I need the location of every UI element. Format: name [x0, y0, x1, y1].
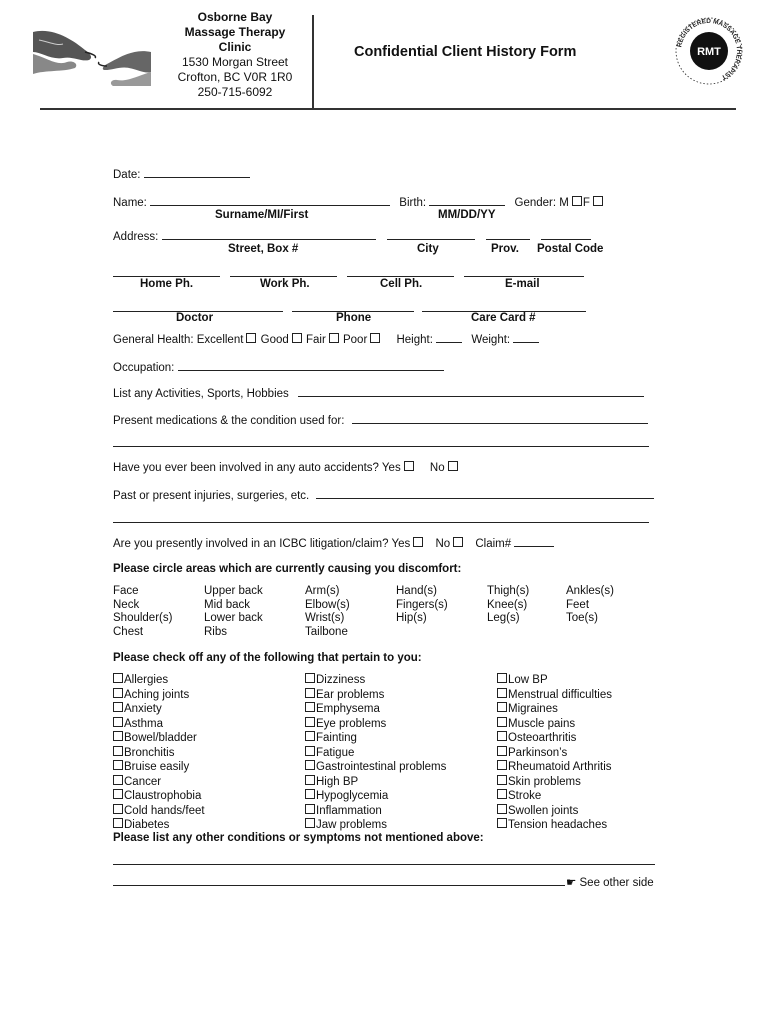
address-label: Address:: [113, 231, 159, 243]
condition-checkbox[interactable]: [113, 702, 123, 712]
condition-label: Swollen joints: [508, 804, 579, 817]
condition-item: [305, 717, 446, 732]
activities-label: List any Activities, Sports, Hobbies: [113, 388, 289, 400]
condition-label: Fainting: [316, 732, 357, 744]
condition-label: Dizziness: [316, 674, 366, 686]
condition-label: Diabetes: [124, 819, 170, 831]
date-row: [113, 168, 250, 181]
creation-of-adam-image: [33, 22, 151, 86]
condition-item: [497, 731, 612, 746]
body-area-option[interactable]: Chest: [113, 625, 144, 638]
condition-label: Claustrophobia: [124, 790, 202, 802]
condition-item: [113, 804, 205, 819]
condition-label: Tension headaches: [508, 819, 608, 831]
condition-checkbox[interactable]: [113, 760, 123, 770]
gender-m-checkbox[interactable]: [572, 196, 582, 206]
icbc-label: Are you presently involved in an ICBC litigation/claim? Yes: [113, 538, 411, 550]
good-label: Good: [260, 334, 289, 346]
condition-checkbox[interactable]: [113, 746, 123, 756]
condition-checkbox[interactable]: [497, 746, 507, 756]
city-input[interactable]: [387, 230, 475, 240]
condition-checkbox[interactable]: [305, 673, 315, 683]
clinic-phone: 250-715-6092: [197, 85, 273, 99]
condition-label: Skin problems: [508, 775, 581, 788]
discomfort-column: [487, 585, 529, 626]
conditions-column: [305, 673, 446, 833]
body-area-option[interactable]: Fingers(s): [396, 598, 448, 611]
other-conditions-input-2[interactable]: [113, 885, 565, 886]
body-area-option[interactable]: Shoulder(s): [113, 612, 173, 624]
medications-input[interactable]: [352, 414, 648, 424]
home-phone-input[interactable]: [113, 276, 220, 277]
condition-label: Jaw problems: [316, 819, 387, 831]
body-area-option[interactable]: Knee(s): [487, 598, 528, 611]
condition-checkbox[interactable]: [305, 789, 315, 799]
other-conditions-heading: Please list any other conditions or symptoms not mentioned above:: [113, 832, 484, 844]
birth-caption: MM/DD/YY: [438, 209, 496, 221]
street-input[interactable]: [162, 230, 376, 240]
condition-label: Cancer: [124, 775, 162, 788]
medications-row: [113, 414, 648, 427]
fair-label: Fair: [305, 334, 326, 346]
name-label: Name:: [113, 197, 147, 209]
condition-checkbox[interactable]: [497, 804, 507, 814]
injuries-input[interactable]: [316, 489, 654, 499]
condition-label: Low BP: [508, 674, 548, 686]
condition-label: Asthma: [124, 717, 163, 730]
claim-input[interactable]: [514, 537, 554, 547]
body-area-option[interactable]: Wrist(s): [305, 612, 345, 624]
condition-item: [113, 789, 205, 804]
condition-checkbox[interactable]: [305, 746, 315, 756]
condition-item: [305, 818, 446, 833]
auto-accidents-row: [113, 461, 459, 474]
condition-checkbox[interactable]: [113, 717, 123, 727]
condition-checkbox[interactable]: [497, 775, 507, 785]
condition-label: Cold hands/feet: [124, 804, 205, 817]
svg-text:RMT: RMT: [697, 46, 721, 58]
condition-checkbox[interactable]: [305, 731, 315, 741]
general-health-label: General Health:: [113, 334, 194, 346]
condition-item: [497, 818, 612, 833]
condition-checkbox[interactable]: [305, 688, 315, 698]
condition-checkbox[interactable]: [113, 818, 123, 828]
injuries-row: [113, 489, 654, 502]
condition-label: Parkinson’s: [508, 746, 568, 759]
birth-label: Birth:: [399, 197, 427, 209]
gender-label: Gender: M: [514, 197, 569, 209]
condition-label: Bowel/bladder: [124, 732, 197, 744]
gender-f-label: F: [582, 197, 590, 209]
cell-phone-input[interactable]: [347, 276, 454, 277]
condition-label: Anxiety: [124, 703, 162, 715]
condition-item: [497, 804, 612, 819]
header-divider: [312, 15, 314, 110]
discomfort-column: [396, 585, 448, 626]
header-rule: [40, 108, 736, 110]
weight-label: Weight:: [471, 334, 511, 346]
condition-item: [497, 760, 612, 775]
doctor-phone-caption: Phone: [336, 312, 372, 324]
injuries-input-2[interactable]: [113, 522, 649, 523]
condition-checkbox[interactable]: [305, 818, 315, 828]
work-phone-caption: Work Ph.: [260, 278, 310, 290]
condition-label: Ear problems: [316, 688, 385, 701]
discomfort-column: [566, 585, 614, 626]
condition-checkbox[interactable]: [113, 688, 123, 698]
icbc-no-checkbox[interactable]: [453, 537, 463, 547]
body-area-option[interactable]: Mid back: [204, 598, 251, 611]
icbc-yes-checkbox[interactable]: [413, 537, 423, 547]
auto-no-checkbox[interactable]: [448, 461, 458, 471]
condition-item: [113, 760, 205, 775]
body-area-option[interactable]: Hand(s): [396, 585, 437, 597]
condition-label: Fatigue: [316, 746, 355, 759]
occupation-row: [113, 361, 444, 374]
condition-item: [497, 688, 612, 703]
other-conditions-input-1[interactable]: [113, 864, 655, 865]
injuries-label: Past or present injuries, surgeries, etc.: [113, 490, 310, 502]
general-health-row: [113, 333, 539, 346]
condition-label: Inflammation: [316, 804, 382, 817]
condition-checkbox[interactable]: [497, 731, 507, 741]
condition-checkbox[interactable]: [305, 702, 315, 712]
body-area-option[interactable]: Feet: [566, 598, 590, 611]
height-input[interactable]: [436, 333, 462, 343]
clinic-name-2: Massage Therapy: [184, 25, 286, 39]
email-input[interactable]: [464, 276, 584, 277]
name-row: [113, 196, 604, 209]
body-area-option[interactable]: Neck: [113, 598, 140, 611]
condition-checkbox[interactable]: [497, 673, 507, 683]
cell-phone-caption: Cell Ph.: [380, 278, 423, 290]
condition-label: Emphysema: [316, 703, 380, 715]
postal-caption: Postal Code: [537, 243, 604, 255]
prov-caption: Prov.: [491, 243, 519, 255]
gender-f-checkbox[interactable]: [593, 196, 603, 206]
condition-checkbox[interactable]: [113, 789, 123, 799]
discomfort-column: [305, 585, 350, 639]
medications-label: Present medications & the condition used for:: [113, 415, 345, 427]
svg-text:REGISTERED MASSAGE THERAPIST: REGISTERED MASSAGE THERAPIST: [676, 17, 743, 81]
condition-checkbox[interactable]: [305, 760, 315, 770]
clinic-info: [160, 10, 310, 100]
postal-input[interactable]: [541, 230, 591, 240]
condition-label: Migraines: [508, 703, 558, 715]
medications-input-2[interactable]: [113, 446, 649, 447]
condition-item: [497, 789, 612, 804]
condition-item: [305, 789, 446, 804]
condition-checkbox[interactable]: [305, 717, 315, 727]
surname-caption: Surname/MI/First: [215, 209, 309, 221]
work-phone-input[interactable]: [230, 276, 337, 277]
condition-checkbox[interactable]: [305, 804, 315, 814]
condition-checkbox[interactable]: [113, 804, 123, 814]
condition-checkbox[interactable]: [113, 673, 123, 683]
condition-item: [497, 775, 612, 790]
condition-item: [113, 717, 205, 732]
condition-item: [113, 702, 205, 717]
name-input[interactable]: [150, 196, 390, 206]
clinic-city: Crofton, BC V0R 1R0: [177, 70, 293, 84]
condition-item: [305, 760, 446, 775]
condition-item: [305, 673, 446, 688]
body-area-option[interactable]: Tailbone: [305, 625, 348, 638]
city-caption: City: [417, 243, 439, 255]
condition-label: Allergies: [124, 674, 169, 686]
condition-item: [113, 746, 205, 761]
good-checkbox[interactable]: [292, 333, 302, 343]
condition-label: Rheumatoid Arthritis: [508, 761, 612, 773]
height-label: Height:: [396, 334, 433, 346]
street-caption: Street, Box #: [228, 243, 299, 255]
excellent-label: Excellent: [196, 334, 244, 346]
birth-input[interactable]: [429, 196, 505, 206]
body-area-option[interactable]: Hip(s): [396, 612, 427, 624]
condition-label: Muscle pains: [508, 717, 576, 730]
body-area-option[interactable]: Ankles(s): [566, 585, 614, 597]
conditions-column: [497, 673, 612, 833]
body-area-option[interactable]: Leg(s): [487, 612, 520, 624]
condition-label: Bronchitis: [124, 746, 175, 759]
body-area-option[interactable]: Face: [113, 585, 139, 597]
discomfort-column: [113, 585, 172, 639]
fair-checkbox[interactable]: [329, 333, 339, 343]
body-area-option[interactable]: Toe(s): [566, 612, 598, 624]
body-area-option[interactable]: Upper back: [204, 585, 263, 597]
date-input[interactable]: [144, 168, 250, 178]
see-other-side: ☛ See other side: [566, 877, 654, 889]
condition-label: Gastrointestinal problems: [316, 761, 447, 773]
condition-checkbox[interactable]: [497, 760, 507, 770]
condition-item: [305, 688, 446, 703]
condition-label: Osteoarthritis: [508, 732, 577, 744]
activities-row: [113, 387, 644, 400]
condition-checkbox[interactable]: [497, 702, 507, 712]
condition-label: High BP: [316, 775, 359, 788]
auto-accidents-label: Have you ever been involved in any auto accidents? Yes: [113, 462, 401, 474]
condition-item: [305, 731, 446, 746]
condition-item: [305, 804, 446, 819]
excellent-checkbox[interactable]: [246, 333, 256, 343]
auto-yes-checkbox[interactable]: [404, 461, 414, 471]
address-row: [113, 230, 591, 243]
condition-item: [497, 673, 612, 688]
clinic-name-1: Osborne Bay: [197, 10, 273, 24]
discomfort-column: [204, 585, 263, 639]
form-title: Confidential Client History Form: [354, 44, 577, 60]
date-label: Date:: [113, 169, 141, 181]
body-area-option[interactable]: Thigh(s): [487, 585, 530, 597]
condition-item: [497, 717, 612, 732]
home-phone-caption: Home Ph.: [140, 278, 194, 290]
condition-checkbox[interactable]: [113, 775, 123, 785]
body-area-option[interactable]: Arm(s): [305, 585, 340, 597]
condition-label: Menstrual difficulties: [508, 688, 612, 701]
body-area-option[interactable]: Elbow(s): [305, 598, 350, 611]
body-area-option[interactable]: Lower back: [204, 612, 263, 624]
condition-checkbox[interactable]: [113, 731, 123, 741]
condition-item: [113, 688, 205, 703]
rmt-seal-icon: [674, 16, 744, 86]
condition-checkbox[interactable]: [497, 818, 507, 828]
activities-input[interactable]: [298, 387, 644, 397]
condition-item: [305, 702, 446, 717]
body-area-option[interactable]: Ribs: [204, 625, 228, 638]
occupation-label: Occupation:: [113, 362, 175, 374]
condition-label: Aching joints: [124, 688, 190, 701]
doctor-caption: Doctor: [176, 312, 214, 324]
condition-item: [113, 731, 205, 746]
condition-item: [497, 702, 612, 717]
conditions-heading: Please check off any of the following that pertain to you:: [113, 652, 422, 664]
prov-input[interactable]: [486, 230, 530, 240]
occupation-input[interactable]: [178, 361, 444, 371]
discomfort-heading: Please circle areas which are currently causing you discomfort:: [113, 563, 462, 575]
care-card-caption: Care Card #: [471, 312, 536, 324]
condition-checkbox[interactable]: [497, 717, 507, 727]
condition-checkbox[interactable]: [497, 789, 507, 799]
condition-label: Eye problems: [316, 717, 387, 730]
icbc-row: [113, 537, 554, 550]
condition-item: [113, 818, 205, 833]
condition-item: [497, 746, 612, 761]
condition-checkbox[interactable]: [305, 775, 315, 785]
poor-label: Poor: [342, 334, 368, 346]
auto-no-label: No: [429, 462, 445, 474]
condition-item: [113, 775, 205, 790]
email-caption: E-mail: [505, 278, 540, 290]
condition-label: Hypoglycemia: [316, 790, 389, 802]
condition-label: Bruise easily: [124, 761, 190, 773]
condition-item: [113, 673, 205, 688]
poor-checkbox[interactable]: [370, 333, 380, 343]
condition-checkbox[interactable]: [497, 688, 507, 698]
condition-item: [305, 775, 446, 790]
conditions-column: [113, 673, 205, 833]
clinic-name-3: Clinic: [218, 40, 252, 54]
clinic-address: 1530 Morgan Street: [181, 55, 289, 69]
icbc-no-label: No: [435, 538, 451, 550]
condition-item: [305, 746, 446, 761]
claim-label: Claim#: [475, 538, 512, 550]
weight-input[interactable]: [513, 333, 539, 343]
condition-label: Stroke: [508, 790, 542, 802]
